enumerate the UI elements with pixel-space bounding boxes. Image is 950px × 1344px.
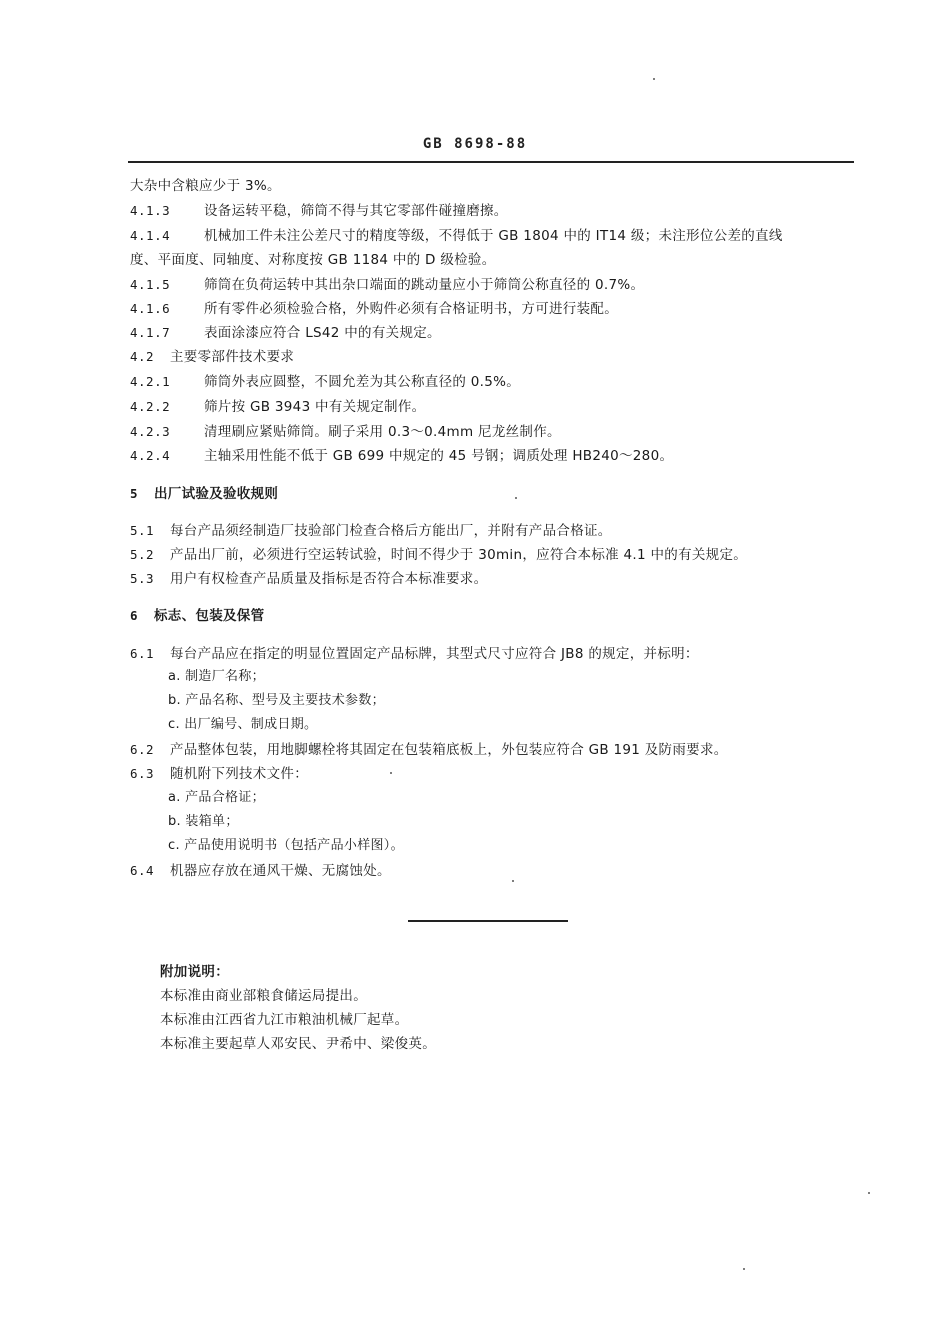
line-text: 大杂中含粮应少于 3%。 bbox=[130, 178, 281, 194]
list-item-text: c. 出厂编号、制成日期。 bbox=[168, 717, 318, 732]
clause-4-2-4 bbox=[130, 447, 673, 465]
section-5-heading bbox=[130, 485, 278, 503]
list-item-text: a. 产品合格证； bbox=[168, 790, 265, 805]
clause-number: 4.2.4 bbox=[130, 448, 171, 463]
clause-number: 4.1.5 bbox=[130, 277, 171, 292]
appendix-line: 本标准主要起草人邓安民、尹希中、梁俊英。 bbox=[160, 1036, 436, 1052]
clause-6-3 bbox=[130, 765, 308, 783]
clause-text: 机器应存放在通风干燥、无腐蚀处。 bbox=[170, 863, 391, 879]
clause-number: 6.4 bbox=[130, 863, 155, 878]
clause-6-1 bbox=[130, 645, 699, 663]
appendix-line: 本标准由商业部粮食储运局提出。 bbox=[160, 988, 367, 1004]
clause-4-1-3 bbox=[130, 202, 508, 220]
clause-text: 度、平面度、同轴度、对称度按 GB 1184 中的 D 级检验。 bbox=[130, 252, 496, 268]
clause-text: 每台产品应在指定的明显位置固定产品标牌，其型式尺寸应符合 JB8 的规定，并标明： bbox=[170, 646, 699, 662]
clause-number: 4.1.6 bbox=[130, 301, 171, 316]
clause-4-1-7 bbox=[130, 324, 441, 342]
clause-number: 5.3 bbox=[130, 571, 155, 586]
clause-number: 4.2.1 bbox=[130, 374, 171, 389]
clause-number: 4.1.4 bbox=[130, 228, 171, 243]
clause-5-2 bbox=[130, 546, 747, 564]
clause-number: 6.1 bbox=[130, 646, 155, 661]
section-title: 出厂试验及验收规则 bbox=[154, 486, 279, 502]
section-number: 6 bbox=[130, 608, 139, 623]
clause-6-2 bbox=[130, 741, 728, 759]
clause-text: 机械加工件未注公差尺寸的精度等级，不得低于 GB 1804 中的 IT14 级；未注形位公差的直线 bbox=[204, 228, 783, 244]
clause-5-1 bbox=[130, 522, 612, 540]
clause-number: 5.1 bbox=[130, 523, 155, 538]
appendix-title: 附加说明： bbox=[160, 964, 229, 980]
clause-text: 筛筒外表应圆整，不圆允差为其公称直径的 0.5%。 bbox=[204, 374, 521, 390]
scan-speck bbox=[515, 497, 517, 499]
clause-text: 随机附下列技术文件： bbox=[170, 766, 308, 782]
clause-text: 主轴采用性能不低于 GB 699 中规定的 45 号钢；调质处理 HB240～280。 bbox=[204, 448, 674, 464]
clause-text: 产品整体包装，用地脚螺栓将其固定在包装箱底板上，外包装应符合 GB 191 及防雨要求。 bbox=[170, 742, 728, 758]
list-item-text: b. 装箱单； bbox=[168, 814, 239, 829]
clause-4-1-4-continued bbox=[130, 251, 496, 269]
clause-text: 每台产品须经制造厂技验部门检查合格后方能出厂，并附有产品合格证。 bbox=[170, 523, 612, 539]
section-number: 5 bbox=[130, 486, 139, 501]
list-item-text: a. 制造厂名称； bbox=[168, 669, 265, 684]
clause-text: 主要零部件技术要求 bbox=[170, 349, 295, 365]
text-line bbox=[130, 177, 281, 195]
scan-speck bbox=[512, 880, 514, 882]
end-of-standard-rule bbox=[408, 920, 568, 922]
clause-text: 用户有权检查产品质量及指标是否符合本标准要求。 bbox=[170, 571, 488, 587]
clause-number: 4.2.2 bbox=[130, 399, 171, 414]
list-item-text: c. 产品使用说明书（包括产品小样图）。 bbox=[168, 838, 404, 853]
clause-number: 4.1.3 bbox=[130, 203, 171, 218]
clause-number: 6.3 bbox=[130, 766, 155, 781]
list-item bbox=[168, 668, 265, 686]
list-item bbox=[168, 837, 404, 855]
list-item bbox=[168, 789, 265, 807]
list-item bbox=[168, 692, 385, 710]
header-rule bbox=[128, 161, 854, 163]
clause-text: 筛筒在负荷运转中其出杂口端面的跳动量应小于筛筒公称直径的 0.7%。 bbox=[204, 277, 645, 293]
clause-4-2-3 bbox=[130, 423, 561, 441]
clause-6-4 bbox=[130, 862, 391, 880]
clause-4-2 bbox=[130, 348, 294, 366]
clause-4-2-2 bbox=[130, 398, 425, 416]
clause-4-1-5 bbox=[130, 276, 644, 294]
scan-speck bbox=[653, 78, 655, 80]
section-6-heading bbox=[130, 607, 264, 625]
standard-code-header: GB 8698-88 bbox=[422, 136, 528, 152]
clause-text: 表面涂漆应符合 LS42 中的有关规定。 bbox=[204, 325, 441, 341]
scan-speck bbox=[390, 772, 392, 774]
clause-text: 产品出厂前，必须进行空运转试验，时间不得少于 30min，应符合本标准 4.1 中的有关规定。 bbox=[170, 547, 748, 563]
clause-number: 4.2.3 bbox=[130, 424, 171, 439]
list-item bbox=[168, 716, 317, 734]
clause-5-3 bbox=[130, 570, 487, 588]
scan-speck bbox=[743, 1268, 745, 1270]
clause-text: 设备运转平稳，筛筒不得与其它零部件碰撞磨擦。 bbox=[204, 203, 508, 219]
list-item-text: b. 产品名称、型号及主要技术参数； bbox=[168, 693, 385, 708]
clause-number: 4.2 bbox=[130, 349, 155, 364]
clause-4-1-6 bbox=[130, 300, 618, 318]
section-title: 标志、包装及保管 bbox=[154, 608, 265, 624]
clause-4-1-4 bbox=[130, 227, 783, 245]
clause-text: 筛片按 GB 3943 中有关规定制作。 bbox=[204, 399, 426, 415]
appendix-line: 本标准由江西省九江市粮油机械厂起草。 bbox=[160, 1012, 409, 1028]
clause-text: 清理刷应紧贴筛筒。刷子采用 0.3～0.4mm 尼龙丝制作。 bbox=[204, 424, 561, 440]
list-item bbox=[168, 813, 239, 831]
clause-4-2-1 bbox=[130, 373, 520, 391]
scan-speck bbox=[868, 1192, 870, 1194]
clause-number: 5.2 bbox=[130, 547, 155, 562]
clause-number: 4.1.7 bbox=[130, 325, 171, 340]
clause-text: 所有零件必须检验合格，外购件必须有合格证明书，方可进行装配。 bbox=[204, 301, 618, 317]
clause-number: 6.2 bbox=[130, 742, 155, 757]
